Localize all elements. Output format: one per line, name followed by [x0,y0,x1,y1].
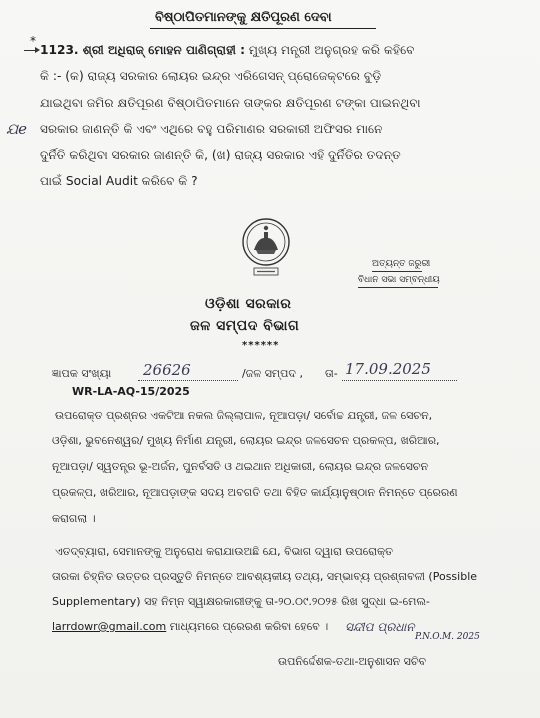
memo-number-line [138,380,238,381]
urgent-stamp-line-1: ଅତ୍ୟନ୍ତ ଜରୁରୀ [372,259,431,269]
para2-line-4 [52,618,328,636]
para2-line-3: Supplementary) ସହ ନିମ୍ନ ସ୍ୱାକ୍ଷରକାରୀଙ୍କୁ ତା-୨୦.୦୯.୨୦୨୫ ରିଖ ସୁଦ୍ଧା ଇ-ମେଲ- [52,595,430,608]
memo-suffix: /ଜଳ ସମ୍ପଦ , [242,367,303,380]
memo-date-line [342,380,457,381]
para1-line-1: ଉପରୋକ୍ତ ପ୍ରଶ୍ନର ଏକଟିଆ ନକଲ ଜିଲ୍ଲାପାଳ, ନୂଆପଡ଼ା/ ସର୍ବୋଚ୍ଚ ଯନ୍ତ୍ରୀ, ଜଳ ସେଚନ, [55,409,433,422]
para2-line-2: ତାରକା ଚିହ୍ନିତ ଉତ୍ତର ପ୍ରସ୍ତୁତି ନିମନ୍ତେ ଆବଶ୍ୟକୀୟ ତଥ୍ୟ, ସମ୍ଭାବ୍ୟ ପ୍ରଶ୍ନାବଳୀ (Possible [52,570,478,583]
handwritten-margin-mark: ଯe [6,120,27,138]
memo-date-label: ତା- [325,367,338,380]
government-heading: ଓଡ଼ିଶା ସରକାର [205,296,292,312]
department-heading: ଜଳ ସମ୍ପଦ ବିଭାଗ [190,318,300,334]
signature-date: P.N.O.M. 2025 [415,632,480,642]
question-line-5: ଦୁର୍ନିତି କରିଥିବା ସରକାର ଜାଣନ୍ତି କି, (ଖ) ରାଜ୍ୟ ସରକାର ଏହି ଦୁର୍ନିତିର ତଦନ୍ତ [40,148,401,162]
email-link[interactable]: larrdowr@gmail.com [52,620,167,633]
question-line-4: ସରକାର ଜାଣନ୍ତି କି ଏବଂ ଏଥିରେ ବହୁ ପରିମାଣର ସରକାରୀ ଅଫିସର ମାନେ [40,122,383,136]
para2-line-1: ଏତଦ୍‌ବ୍ୟାରା, ସେମାନଙ୍କୁ ଅନୁରୋଧ କରାଯାଉଅଛି ଯେ, ବିଭାଗ ଦ୍ୱାରା ଉପରୋକ୍ତ [55,545,393,558]
question-text-1: ମୁଖ୍ୟ ମନ୍ତ୍ରୀ ଅନୁଗ୍ରହ କରି କହିବେ [248,43,415,57]
memo-label: ଜ୍ଞାପକ ସଂଖ୍ୟା [52,367,112,380]
signatory-designation: ଉପନିର୍ଦ୍ଦେଶକ-ତଥା-ଅନୁଶାସନ ସଚିବ [278,655,427,668]
document-title: ବିଷ୍ଠାପିତମାନଙ୍କୁ କ୍ଷତିପୂରଣ ଦେବା [155,10,332,25]
heading-separator: ****** [242,340,280,351]
starred-question-mark: * [30,34,36,48]
urgent-underline-1 [372,271,422,272]
urgent-underline-2 [358,287,438,288]
question-line-6: ପାଇଁ Social Audit କରିବେ କି ? [40,174,198,188]
question-line-1 [40,42,415,59]
margin-arrow-icon [24,50,38,51]
para1-line-4: ପ୍ରକଳ୍ପ, ଖରିଆର, ନୂଆପଡ଼ାଙ୍କ ସଦୟ ଅବଗତି ତଥା ବିହିତ କାର୍ଯ୍ୟାନୁଷ୍ଠାନ ନିମନ୍ତେ ପ୍ରେରଣ [52,486,458,499]
odisha-emblem-icon [240,216,292,278]
urgent-stamp-line-2: ବିଧାନ ସଭା ସମ୍ବନ୍ଧୀୟ [358,275,440,285]
para1-line-2: ଓଡ଼ିଶା, ଭୁବନେଶ୍ୱର/ ମୁଖ୍ୟ ନିର୍ମାଣ ଯନ୍ତ୍ରୀ, ଲୋୟର ଇନ୍ଦ୍ର ଜଳସେଚନ ପ୍ରକଳ୍ପ, ଖରିଆର, [52,434,440,447]
title-underline [150,28,376,29]
signature: ସନ୍ଦୀପ ପ୍ରଧାନ [345,620,415,634]
memo-date: 17.09.2025 [345,360,431,378]
para1-line-3: ନୂଆପଡ଼ା/ ସ୍ୱତନ୍ତ୍ର ଭୂ-ଅର୍ଜନ, ପୁନର୍ବସତି ଓ ଥଇଥାନ ଅଧିକାରୀ, ଲୋୟର ଇନ୍ଦ୍ର ଜଳସେଚନ [52,460,429,473]
para2-end: ମାଧ୍ୟମରେ ପ୍ରେରଣ କରିବା ହେବେ । [169,620,329,633]
memo-number: 26626 [143,361,191,379]
question-number-member: 1123. ଶ୍ରୀ ଅଧିରାଜ୍ ମୋହନ ପାଣିଗ୍ରାହୀ : [40,43,246,57]
question-line-2: କି :- (କ) ରାଜ୍ୟ ସରକାର ଲୋୟର ଇନ୍ଦ୍ର ଏରିଗେସନ୍ ପ୍ରୋଜେକ୍ଟରେ ବୁଡ଼ି [40,69,382,83]
para1-line-5: କରାଗଲା । [52,512,96,525]
reference-code: WR-LA-AQ-15/2025 [72,385,190,398]
question-line-3: ଯାଇଥିବା ଜମିର କ୍ଷତିପୂରଣ ବିଷ୍ଠାପିତମାନେ ତାଙ୍କର କ୍ଷତିପୂରଣ ଟଙ୍କା ପାଇନଥିବା [40,96,421,110]
